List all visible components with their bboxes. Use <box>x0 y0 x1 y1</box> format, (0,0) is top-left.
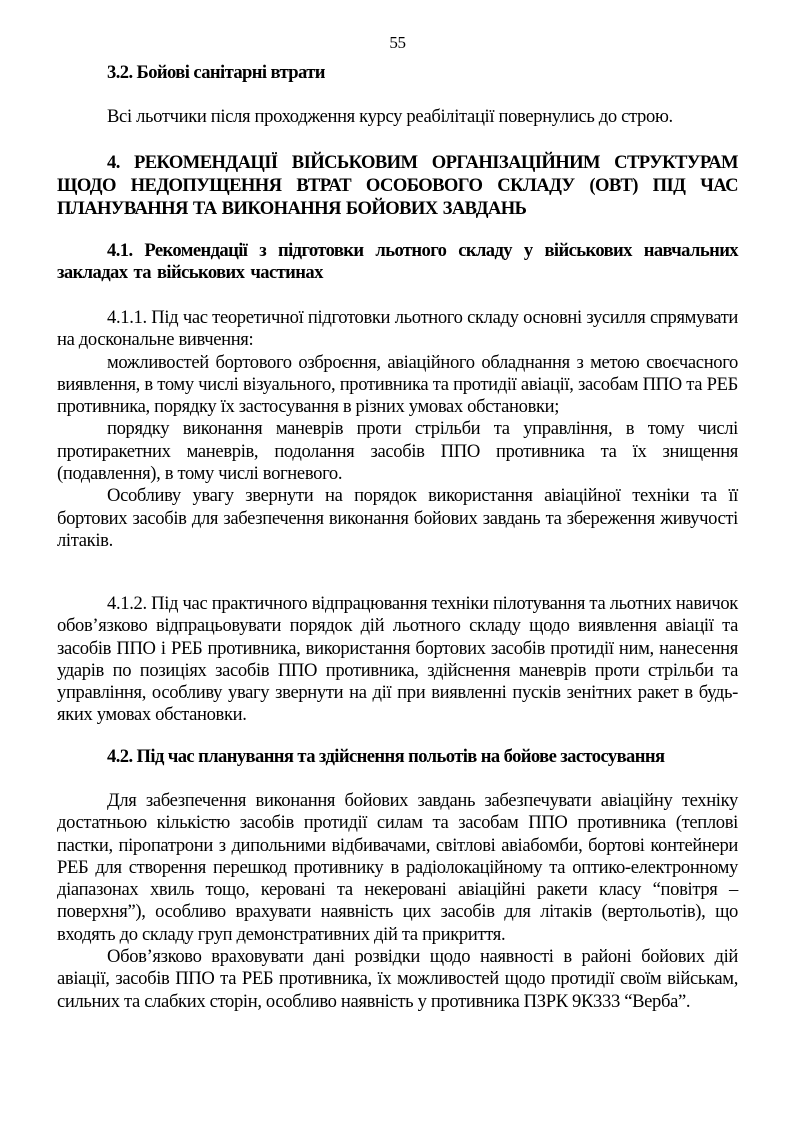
heading-section-4: 4. РЕКОМЕНДАЦІЇ ВІЙСЬКОВИМ ОРГАНІЗАЦІЙНИМ СТРУКТУРАМ ЩОДО НЕДОПУЩЕННЯ ВТРАТ ОСОБОВОГО СКЛАДУ (ОВТ) ПІД ЧАС ПЛАНУВАННЯ ТА ВИКОНАННЯ БОЙОВИХ ЗАВДАНЬ <box>57 152 738 219</box>
section-4-1-body <box>57 307 738 552</box>
heading-4-1: 4.1. Рекомендації з підготовки льотного складу у військових навчальних закладах та військових частинах <box>57 240 738 284</box>
section-4-2-body <box>57 790 738 1013</box>
paragraph-maneuvers: порядку виконання маневрів проти стрільби та управління, в тому числі протиракетних маневрів, подолання засобів ППО противника та їх знищення (подавлення), в тому числі вогневого. <box>57 418 738 485</box>
heading-4-2: 4.2. Під час планування та здійснення польотів на бойове застосування <box>107 746 665 767</box>
paragraph-special-attention: Особливу увагу звернути на порядок використання авіаційної техніки та її бортових засобів для забезпечення виконання бойових завдань та збереження живучості літаків. <box>57 485 738 551</box>
paragraph-3-2: Всі льотчики після проходження курсу реабілітації повернулись до строю. <box>107 106 673 127</box>
heading-3-2: 3.2. Бойові санітарні втрати <box>107 62 325 83</box>
page-number: 55 <box>389 33 406 52</box>
paragraph-4-1-2: 4.1.2. Під час практичного відпрацювання техніки пілотування та льотних навичок обов’язково відпрацьовувати порядок дій льотного складу щодо виявлення авіації та засобів ППО і РЕБ противника, використання бортових засобів протидії ним, нанесення ударів по позиціях засобів ППО противника, здійснення маневрів проти стрільби та управління, особливу увагу звернути на дії при виявленні пусків зенітних ракет в будь-яких умовах обстановки. <box>57 593 738 726</box>
paragraph-countermeasures: Для забезпечення виконання бойових завдань забезпечувати авіаційну техніку достатньою кількістю засобів протидії силам та засобам ППО противника (теплові пастки, піропатрони з дипольними відбивачами, світлові авіабомби, бортові контейнери РЕБ для створення перешкод противнику в радіолокаційному та оптико-електронному діапазонах хвиль тощо, керовані та некеровані авіаційні ракети класу “повітря – поверхня”), особливо врахувати наявність цих засобів для літаків (вертольотів), що входять до складу груп демонстративних дій та прикриття. <box>57 790 738 945</box>
paragraph-onboard-weapons: можливостей бортового озброєння, авіаційного обладнання з метою своєчасного виявлення, в тому числі візуального, противника та протидії авіації, засобам ППО та РЕБ противника, порядку їх застосування в різних умовах обстановки; <box>57 351 738 418</box>
paragraph-intelligence: Обов’язково враховувати дані розвідки щодо наявності в районі бойових дій авіації, засобів ППО та РЕБ противника, їх можливостей щодо протидії своїм військам, сильних та слабких сторін, особливо наявність у противника ПЗРК 9К333 “Верба”. <box>57 946 738 1012</box>
paragraph-4-1-1: 4.1.1. Під час теоретичної підготовки льотного складу основні зусилля спрямувати на доскональне вивчення: <box>57 307 738 351</box>
